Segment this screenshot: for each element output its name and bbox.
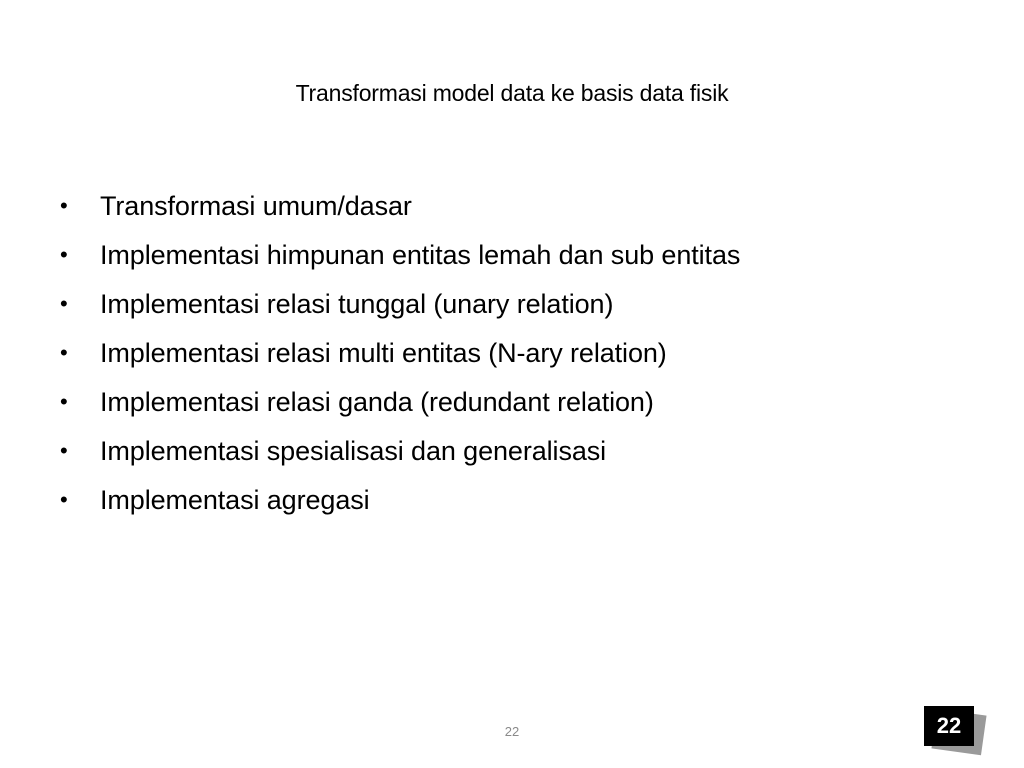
bullet-icon: • [60, 291, 68, 316]
bullet-text: Implementasi agregasi [100, 485, 370, 515]
slide-title: Transformasi model data ke basis data fisik [295, 80, 729, 106]
bullet-text: Implementasi spesialisasi dan generalisasi [100, 436, 607, 466]
bullet-icon: • [60, 389, 68, 414]
bullet-icon: • [60, 340, 68, 365]
bullet-text: Implementasi relasi tunggal (unary relation) [100, 289, 614, 319]
bullet-text: Transformasi umum/dasar [100, 191, 412, 221]
bullet-icon: • [60, 242, 68, 267]
page-number-badge: 22 [924, 706, 974, 746]
bullet-icon: • [60, 193, 68, 218]
bullet-icon: • [60, 487, 68, 512]
bullet-icon: • [60, 438, 68, 463]
bullet-text: Implementasi himpunan entitas lemah dan sub entitas [100, 240, 741, 270]
bullet-text: Implementasi relasi ganda (redundant relation) [100, 387, 654, 417]
bullet-text: Implementasi relasi multi entitas (N-ary relation) [100, 338, 667, 368]
footer-page-number: 22 [504, 724, 520, 739]
